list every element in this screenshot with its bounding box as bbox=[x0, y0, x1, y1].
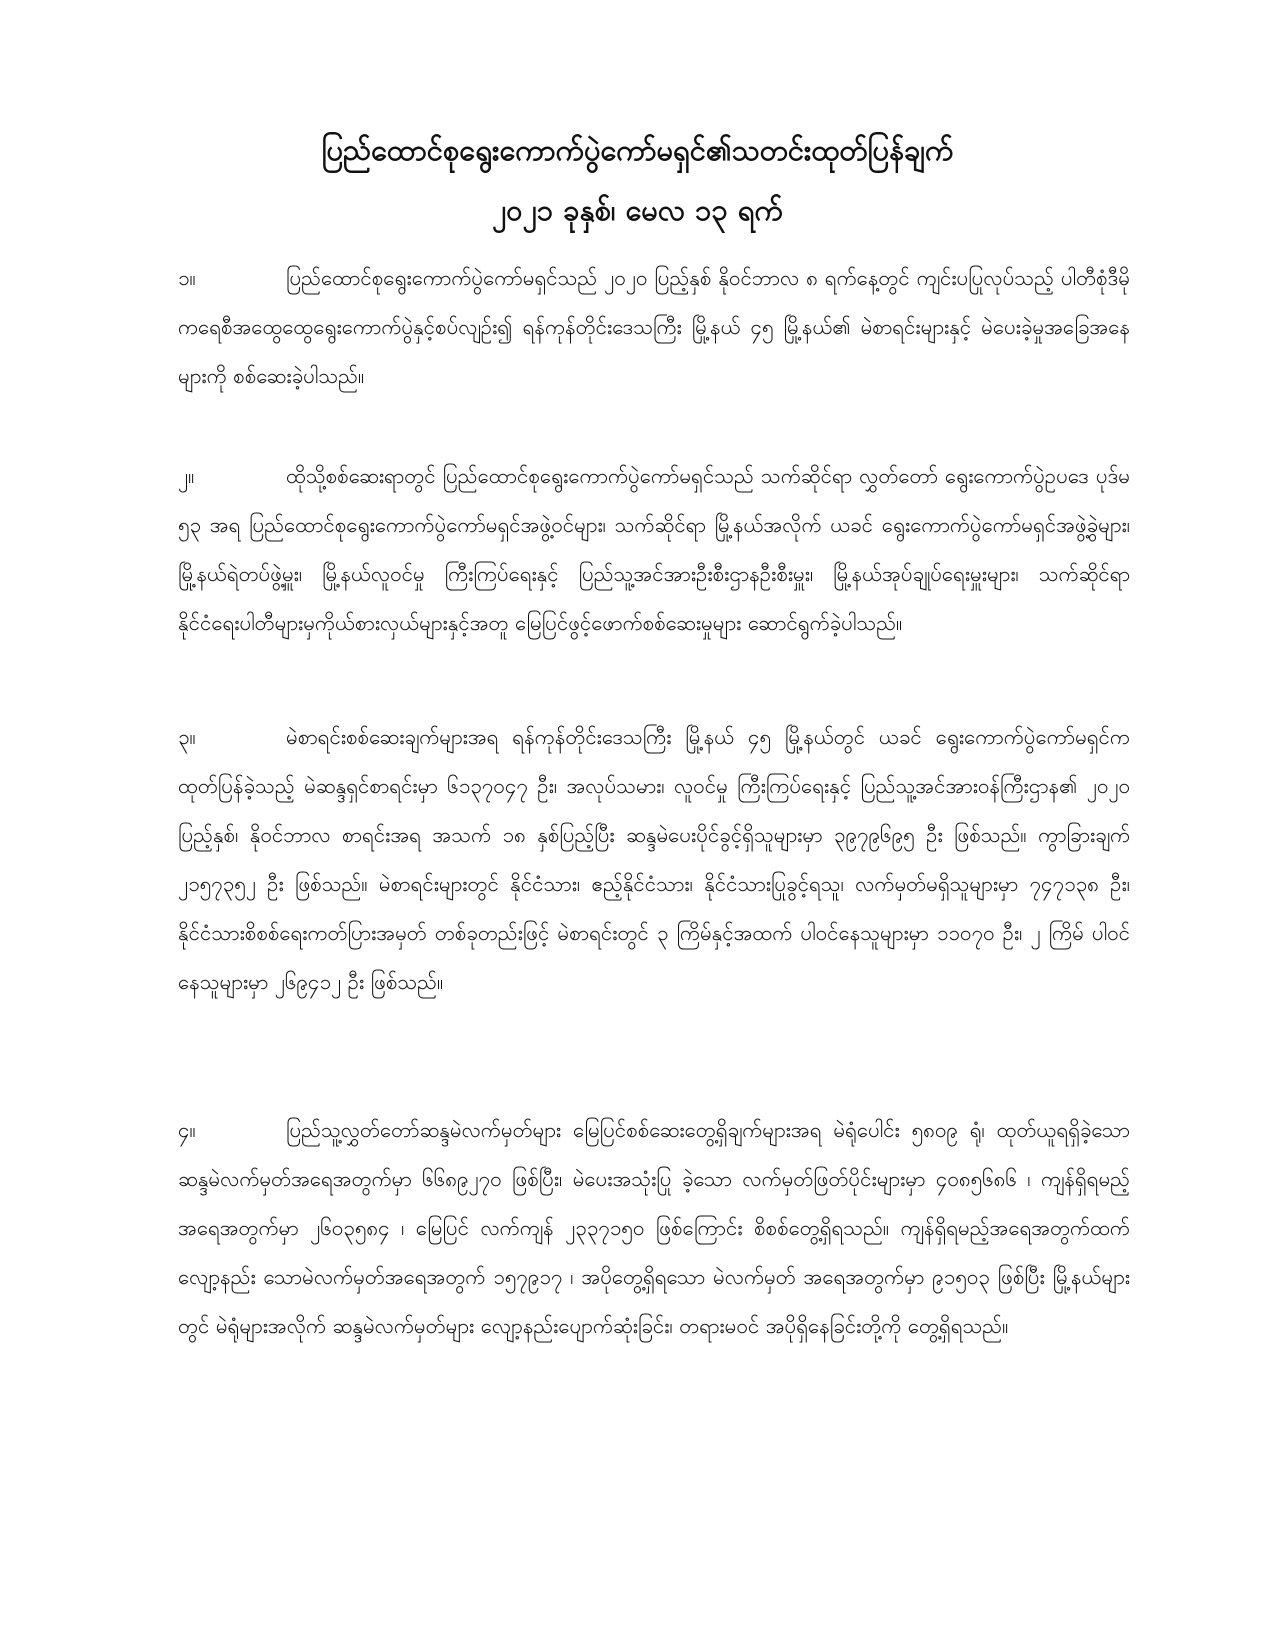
paragraph-4 bbox=[178, 1106, 1130, 1351]
paragraph-number: ၁။ bbox=[178, 266, 196, 290]
paragraph-number: ၃။ bbox=[178, 725, 196, 749]
paragraph-1 bbox=[178, 254, 1130, 401]
document-date: ၂၀၂၁ ခုနှစ်၊ မေလ ၁၃ ရက် bbox=[492, 193, 783, 227]
paragraph-3 bbox=[178, 713, 1130, 1007]
paragraph-number: ၂။ bbox=[178, 464, 195, 488]
paragraph-text: ပြည်ထောင်စုရွေးကောက်ပွဲကော်မရှင်သည် ၂၀၂၀ ပြည့်နှစ် နိုဝင်ဘာလ ၈ ရက်နေ့တွင် ကျင်းပပြုလုပ်သည့် ပါတီစုံဒီမိုကရေစီအထွေထွေရွေးကောက်ပွဲနှင့်စပ်လျဉ်း၍ ရန်ကုန်တိုင်းဒေသကြီး မြို့နယ် ၄၅ မြို့နယ်၏ မဲစာရင်းများနှင့် မဲပေးခဲ့မှုအခြေအနေများကို စစ်ဆေးခဲ့ပါသည်။ bbox=[178, 266, 1130, 388]
paragraph-2 bbox=[178, 452, 1130, 648]
paragraph-number: ၄။ bbox=[178, 1118, 196, 1142]
paragraph-text: မဲစာရင်းစစ်ဆေးချက်များအရ ရန်ကုန်တိုင်းဒေသကြီး မြို့နယ် ၄၅ မြို့နယ်တွင် ယခင် ရွေးကောက်ပွဲကော်မရှင်က ထုတ်ပြန်ခဲ့သည့် မဲဆန္ဒရှင်စာရင်းမှာ ၆၁၃၇၀၄၇ ဦး၊ အလုပ်သမား၊ လူဝင်မှု ကြီးကြပ်ရေးနှင့် ပြည်သူ့အင်အားဝန်ကြီးဌာန၏ ၂၀၂၀ ပြည့်နှစ်၊ နိုဝင်ဘာလ စာရင်းအရ အသက် ၁၈ နှစ်ပြည့်ပြီး ဆန္ဒမဲပေးပိုင်ခွင့်ရှိသူများမှာ ၃၉၇၉၆၉၅ ဦး ဖြစ်သည်။ ကွာခြားချက် ၂၁၅၇၃၅၂ ဦး ဖြစ်သည်။ မဲစာရင်းများတွင် နိုင်ငံသား၊ ဧည့်နိုင်ငံသား၊ နိုင်ငံသားပြုခွင့်ရသူ၊ လက်မှတ်မရှိသူများမှာ ၇၄၇၁၃၈ ဦး၊ နိုင်ငံသားစိစစ်ရေးကတ်ပြားအမှတ် တစ်ခုတည်းဖြင့် မဲစာရင်းတွင် ၃ ကြိမ်နှင့်အထက် ပါဝင်နေသူများမှာ ၁၁၀၇၀ ဦး၊ ၂ ကြိမ် ပါဝင်နေသူများမှာ ၂၆၉၄၁၂ ဦး ဖြစ်သည်။ bbox=[178, 725, 1130, 994]
paragraph-text: ထိုသို့စစ်ဆေးရာတွင် ပြည်ထောင်စုရွေးကောက်ပွဲကော်မရှင်သည် သက်ဆိုင်ရာ လွှတ်တော် ရွေးကောက်ပွဲဥပဒေ ပုဒ်မ ၅၃ အရ ပြည်ထောင်စုရွေးကောက်ပွဲကော်မရှင်အဖွဲ့ဝင်များ၊ သက်ဆိုင်ရာ မြို့နယ်အလိုက် ယခင် ရွေးကောက်ပွဲကော်မရှင်အဖွဲ့ခွဲများ၊ မြို့နယ်ရဲတပ်ဖွဲ့မှူး၊ မြို့နယ်လူဝင်မှု ကြီးကြပ်ရေးနှင့် ပြည်သူ့အင်အားဦးစီးဌာနဦးစီးမှူး၊ မြို့နယ်အုပ်ချုပ်ရေးမှူးများ၊ သက်ဆိုင်ရာ နိုင်ငံရေးပါတီများမှကိုယ်စားလှယ်များနှင့်အတူ မြေပြင်ဖွင့်ဖောက်စစ်ဆေးမှုများ ဆောင်ရွက်ခဲ့ပါသည်။ bbox=[178, 464, 1130, 635]
paragraph-text: ပြည်သူ့လွှတ်တော်ဆန္ဒမဲလက်မှတ်များ မြေပြင်စစ်ဆေးတွေ့ရှိချက်များအရ မဲရုံပေါင်း ၅၈၀၉ ရုံ၊ ထုတ်ယူရရှိခဲ့သော ဆန္ဒမဲလက်မှတ်အရေအတွက်မှာ ၆၆၈၉၂၇၀ ဖြစ်ပြီး၊ မဲပေးအသုံးပြု ခဲ့သော လက်မှတ်ဖြတ်ပိုင်းများမှာ ၄၀၈၅၆၈၆ ၊ ကျန်ရှိရမည့်အရေအတွက်မှာ ၂၆၀၃၅၈၄ ၊ မြေပြင် လက်ကျန် ၂၃၃၇၁၅၀ ဖြစ်ကြောင်း စိစစ်တွေ့ရှိရသည်။ ကျန်ရှိရမည့်အရေအတွက်ထက် လျော့နည်း သောမဲလက်မှတ်အရေအတွက် ၁၅၇၉၁၇ ၊ အပိုတွေ့ရှိရသော မဲလက်မှတ် အရေအတွက်မှာ ၉၁၅၀၃ ဖြစ်ပြီး မြို့နယ်များတွင် မဲရုံများအလိုက် ဆန္ဒမဲလက်မှတ်များ လျော့နည်းပျောက်ဆုံးခြင်း၊ တရားမဝင် အပိုရှိနေခြင်းတို့ကို တွေ့ရှိရသည်။ bbox=[178, 1118, 1130, 1338]
document-title: ပြည်ထောင်စုရွေးကောက်ပွဲကော်မရှင်၏သတင်းထုတ်ပြန်ချက် bbox=[321, 133, 954, 167]
